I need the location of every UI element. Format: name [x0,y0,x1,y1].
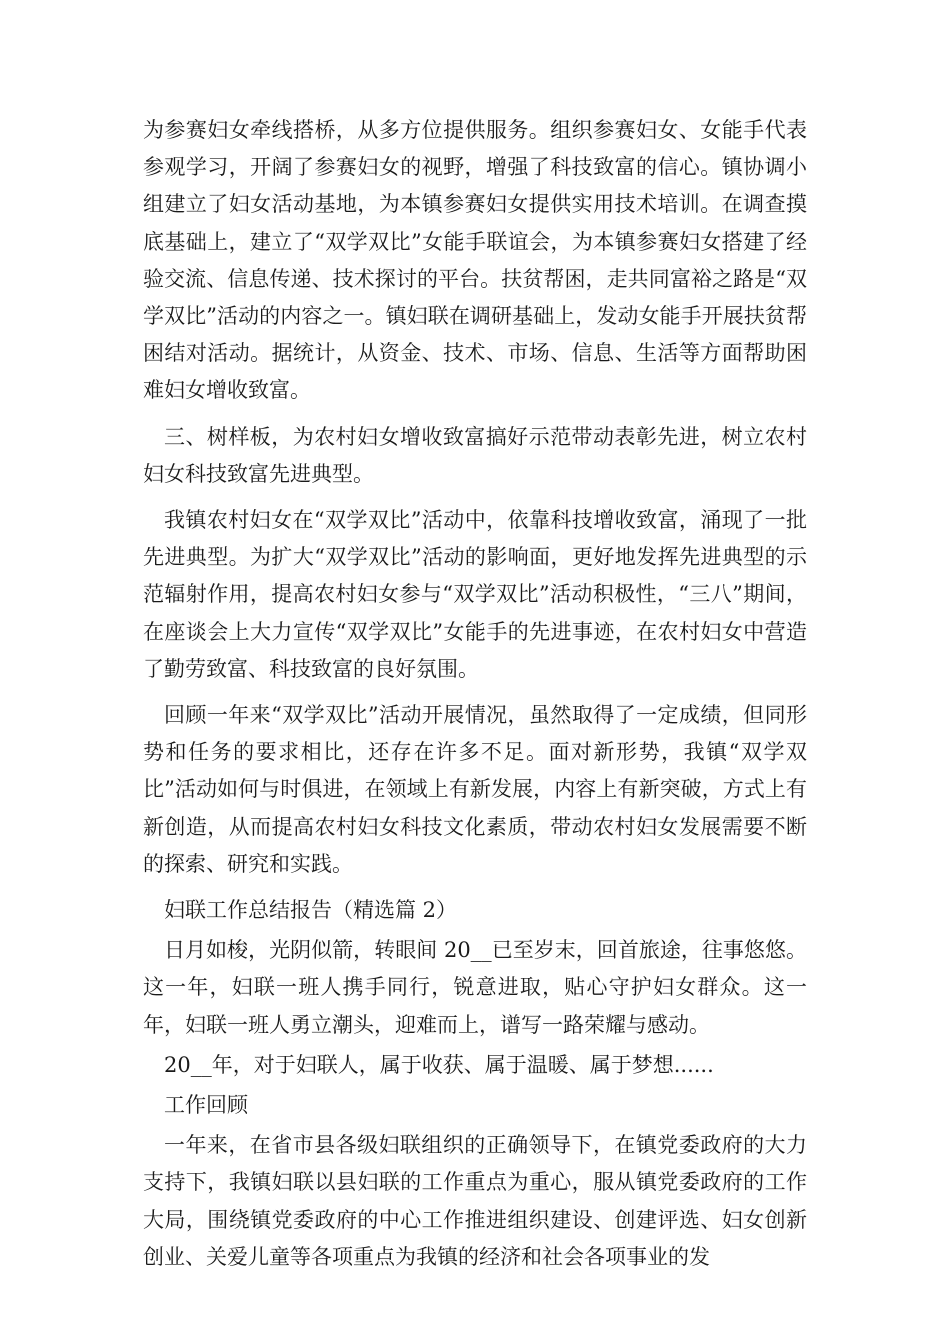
section-heading-work-review: 工作回顾 [164,1093,248,1118]
paragraph-continuation: 为参赛妇女牵线搭桥，从多方位提供服务。组织参赛妇女、女能手代表参观学习，开阔了参赛妇女的视野，增强了科技致富的信心。镇协调小组建立了妇女活动基地，为本镇参赛妇女提供实用技术培训。在调查摸底基础上，建立了“双学双比”女能手联谊会，为本镇参赛妇女搭建了经验交流、信息传递、技术探讨的平台。扶贫帮困，走共同富裕之路是“双学双比”活动的内容之一。镇妇联在调研基础上，发动女能手开展扶贫帮困结对活动。据统计，从资金、技术、市场、信息、生活等方面帮助困难妇女增收致富。 [143,118,807,403]
paragraph-review: 回顾一年来“双学双比”活动开展情况，虽然取得了一定成绩，但同形势和任务的要求相比，还存在许多不足。面对新形势，我镇“双学双比”活动如何与时俱进，在领域上有新发展，内容上有新突破，方式上有新创造，从而提高农村妇女科技文化素质，带动农村妇女发展需要不断的探索、研究和实践。 [143,703,807,876]
paragraph-typical-examples: 我镇农村妇女在“双学双比”活动中，依靠科技增收致富，涌现了一批先进典型。为扩大“双学双比”活动的影响面，更好地发挥先进典型的示范辐射作用，提高农村妇女参与“双学双比”活动积极性，“三八”期间，在座谈会上大力宣传“双学双比”女能手的先进事迹，在农村妇女中营造了勤劳致富、科技致富的良好氛围。 [143,508,807,681]
paragraph-year-summary: 20__年，对于妇联人，属于收获、属于温暖、属于梦想...... [164,1052,714,1077]
paragraph-year-intro: 日月如梭，光阴似箭，转眼间 20__已至岁末，回首旅途，往事悠悠。这一年，妇联一班人携手同行，锐意进取，贴心守护妇女群众。这一年，妇联一班人勇立潮头，迎难而上，谱写一路荣耀与感动。 [143,938,807,1037]
paragraph-section-three: 三、树样板，为农村妇女增收致富搞好示范带动表彰先进，树立农村妇女科技致富先进典型。 [143,424,807,486]
paragraph-work-review: 一年来，在省市县各级妇联组织的正确领导下，在镇党委政府的大力支持下，我镇妇联以县妇联的工作重点为重心，服从镇党委政府的工作大局，围绕镇党委政府的中心工作推进组织建设、创建评选、妇女创新创业、关爱儿童等各项重点为我镇的经济和社会各项事业的发 [143,1133,807,1269]
document-body [143,112,807,1285]
report-heading: 妇联工作总结报告（精选篇 2） [164,898,458,923]
